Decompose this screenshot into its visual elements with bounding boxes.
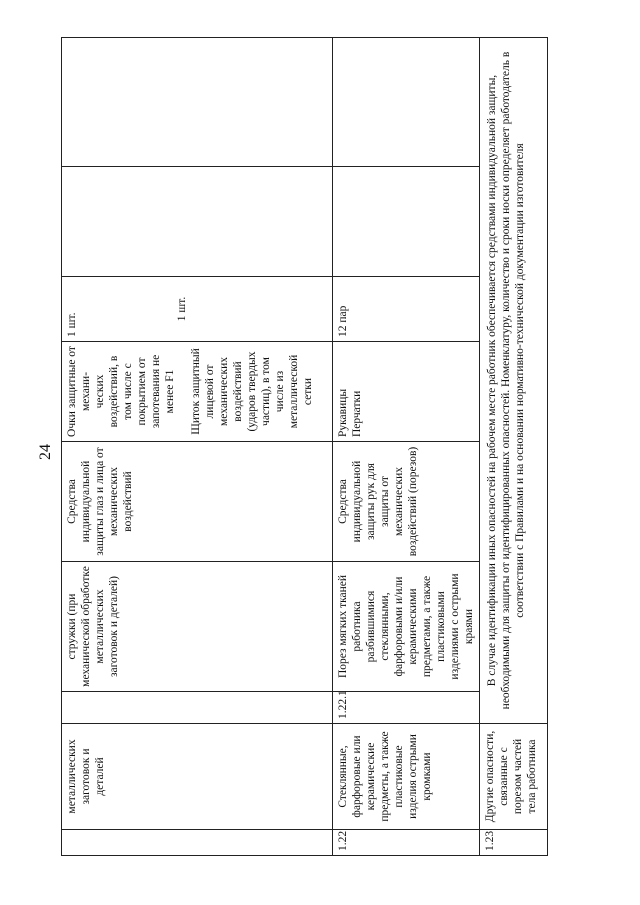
table-row: [333, 38, 480, 856]
footnote-cell: В случае идентификации иных опасностей на рабочем месте работник обеспечивается средствами индивидуальной защиты, необходимыми для защиты от идентифицированных опасностей. Номенклатуру, количество и сроки носки определяет работодатель в соответствии с Правилами и на основании нормативно-технической документации изготовителя: [480, 38, 548, 724]
event-cell: стружки (при механической обработке металлических заготовок и деталей): [62, 562, 333, 692]
code-cell: [62, 692, 333, 724]
row-number: [62, 830, 333, 856]
quantity: 1 шт.: [66, 312, 78, 337]
empty-cell: [62, 38, 333, 167]
ppe-items-cell: Рукавицы Перчатки: [333, 342, 480, 442]
page-number: 24: [37, 444, 54, 460]
ppe-table: [61, 37, 548, 856]
danger-cell: Стеклянные, фарфоровые или керамические предметы, а также пластиковые изделия острыми кромками: [333, 724, 480, 830]
quantity: 1 шт.: [176, 296, 189, 322]
event-cell: Порез мягких тканей работника разбившимися стеклянными, фарфоровыми и/или керамическими предметами, а также пластиковыми изделиями с острыми краями: [333, 562, 480, 692]
quantity-cell: [62, 277, 333, 342]
quantity-cell: 12 пар: [333, 277, 480, 342]
row-number: 1.22: [333, 830, 480, 856]
ppe-means-cell: Средства индивидуальной защиты глаз и лица от механических воздействий: [62, 442, 333, 562]
code-cell: 1.22.1: [333, 692, 480, 724]
ppe-means-cell: Средства индивидуальной защиты рук для защиты от механических воздействий (порезов): [333, 442, 480, 562]
danger-cell: Другие опасности, связанные с порезом частей тела работника: [480, 724, 548, 830]
empty-cell: [62, 167, 333, 277]
table-row: [62, 38, 333, 856]
empty-cell: [333, 167, 480, 277]
ppe-item: Щиток защитный лицевой от механических воздействий (ударов твердых частиц), в том числе из металлической сетки: [190, 348, 315, 435]
empty-cell: [333, 38, 480, 167]
table-row: [480, 38, 548, 856]
danger-cell: металлических заготовок и деталей: [62, 724, 333, 830]
ppe-item: Очки защитные от механи- ческих воздействий, в том числе с покрытием от запотевания не менее F1: [66, 346, 177, 437]
rotated-table-container: [61, 38, 544, 856]
ppe-items-cell: [62, 342, 333, 442]
row-number: 1.23: [480, 830, 548, 856]
